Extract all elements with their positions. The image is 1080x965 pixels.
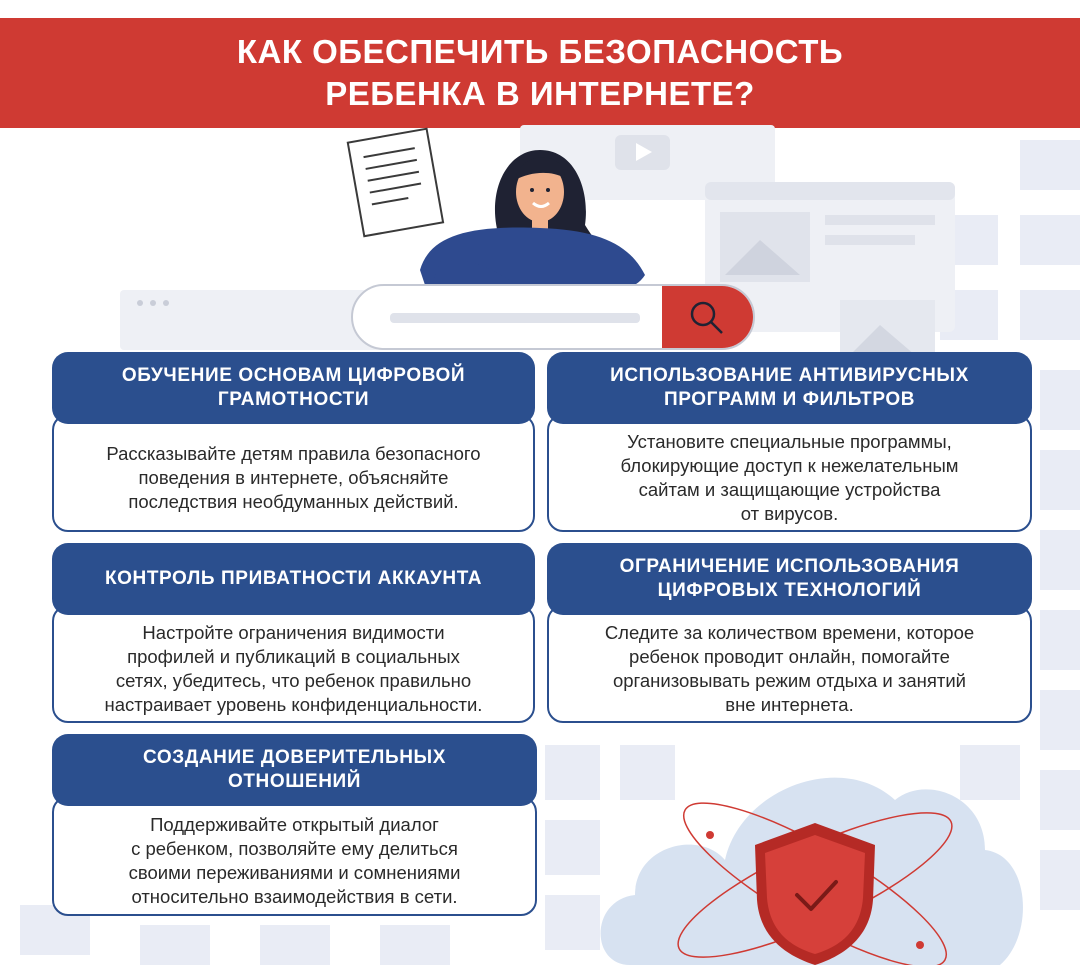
card-text: Настройте ограничения видимости профилей и публикаций в социальных сетях, убедитесь, что ребенок правильно настраивает уровень конфиденциальности. xyxy=(52,605,535,723)
document-icon xyxy=(348,129,443,236)
card-limit-usage xyxy=(547,543,1032,723)
card-heading: СОЗДАНИЕ ДОВЕРИТЕЛЬНЫХ ОТНОШЕНИЙ xyxy=(52,734,537,806)
card-account-privacy xyxy=(52,543,535,723)
card-text: Поддерживайте открытый диалог с ребенком, позволяйте ему делиться своими переживаниями и сомнениями относительно взаимодействия в сети. xyxy=(52,796,537,916)
page-title-line2: РЕБЕНКА В ИНТЕРНЕТЕ? xyxy=(325,75,755,112)
illustration xyxy=(0,120,1080,360)
card-heading: ИСПОЛЬЗОВАНИЕ АНТИВИРУСНЫХ ПРОГРАММ И ФИЛЬТРОВ xyxy=(547,352,1032,424)
shield-check-icon xyxy=(590,735,1030,965)
card-text: Рассказывайте детям правила безопасного поведения в интернете, объясняйте последствия необдуманных действий. xyxy=(52,414,535,532)
card-heading: КОНТРОЛЬ ПРИВАТНОСТИ АККАУНТА xyxy=(52,543,535,615)
page-title-line1: КАК ОБЕСПЕЧИТЬ БЕЗОПАСНОСТЬ xyxy=(236,33,844,70)
card-text: Установите специальные программы, блокирующие доступ к нежелательным сайтам и защищающие устройства от вирусов. xyxy=(547,414,1032,532)
card-antivirus xyxy=(547,352,1032,532)
card-trust-relations xyxy=(52,734,537,916)
card-text: Следите за количеством времени, которое ребенок проводит онлайн, помогайте организовывать режим отдыха и занятий вне интернета. xyxy=(547,605,1032,723)
card-heading: ОГРАНИЧЕНИЕ ИСПОЛЬЗОВАНИЯ ЦИФРОВЫХ ТЕХНОЛОГИЙ xyxy=(547,543,1032,615)
search-bar xyxy=(352,285,754,349)
card-digital-literacy xyxy=(52,352,535,532)
title-banner xyxy=(0,18,1080,128)
card-heading: ОБУЧЕНИЕ ОСНОВАМ ЦИФРОВОЙ ГРАМОТНОСТИ xyxy=(52,352,535,424)
